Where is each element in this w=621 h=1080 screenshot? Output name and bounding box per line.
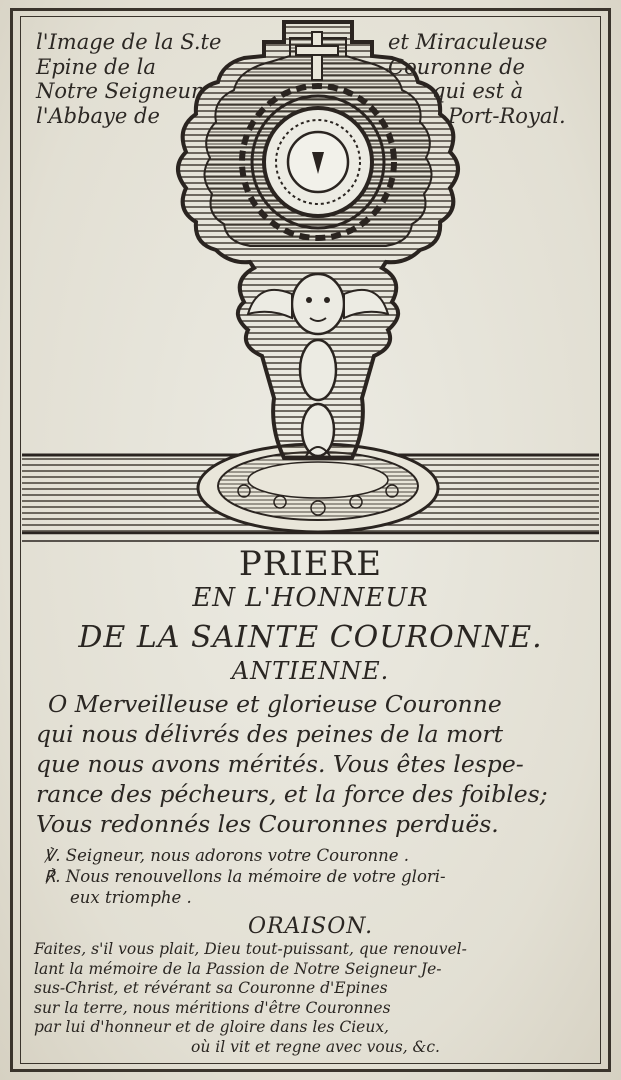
prayer-title: PRIERE <box>238 544 383 584</box>
oraison-line: par lui d'honneur et de gloire dans les Cieux, <box>34 1018 389 1036</box>
caption-right-line: et Miraculeuse <box>388 30 548 54</box>
antienne-text <box>24 689 597 839</box>
antienne-line: Vous redonnés les Couronnes perduës. <box>36 810 499 838</box>
antienne-line: que nous avons mérités. Vous êtes lespe- <box>36 750 524 778</box>
antienne-heading: ANTIENNE. <box>231 657 390 685</box>
oraison-heading: ORAISON. <box>247 914 374 939</box>
oraison-line: sur la terre, nous méritions d'être Couronnes <box>34 998 391 1017</box>
response-line: ℟. Nous renouvellons la mémoire de votre glori- <box>44 867 446 886</box>
oraison-line: où il vit et regne avec vous, &c. <box>191 1037 440 1056</box>
versicle-line: ℣. Seigneur, nous adorons votre Couronne . <box>44 846 409 865</box>
caption-left-line: l'Abbaye de <box>36 103 160 128</box>
caption-left-line: Notre Seigneur <box>36 79 202 103</box>
caption-left-line: Epine de la <box>36 54 156 79</box>
caption-right-line: Port-Royal. <box>448 103 566 128</box>
response-line: eux triomphe . <box>70 888 192 907</box>
antienne-line: rance des pécheurs, et la force des foibles; <box>36 780 548 808</box>
antienne-line: O Merveilleuse et glorieuse Couronne <box>48 690 502 718</box>
caption-right-line: qui est à <box>432 79 524 103</box>
antienne-line: qui nous délivrés des peines de la mort <box>36 720 504 748</box>
versicle-response <box>24 845 597 908</box>
prayer-text <box>24 545 597 1057</box>
caption-right-line: Couronne de <box>388 54 525 79</box>
oraison-text <box>24 940 597 1057</box>
caption-right <box>388 30 566 128</box>
oraison-line: sus-Christ, et révérant sa Couronne d'Epines <box>34 979 388 997</box>
caption-left-line: l'Image de la S.te <box>36 30 222 54</box>
oraison-line: lant la mémoire de la Passion de Notre Seigneur Je- <box>34 959 442 978</box>
prayer-subtitle-couronne: DE LA SAINTE COURONNE. <box>78 620 543 655</box>
prayer-subtitle-honneur: EN L'HONNEUR <box>192 583 429 613</box>
oraison-line: Faites, s'il vous plait, Dieu tout-puissant, que renouvel- <box>34 940 467 958</box>
caption-left <box>36 30 221 128</box>
